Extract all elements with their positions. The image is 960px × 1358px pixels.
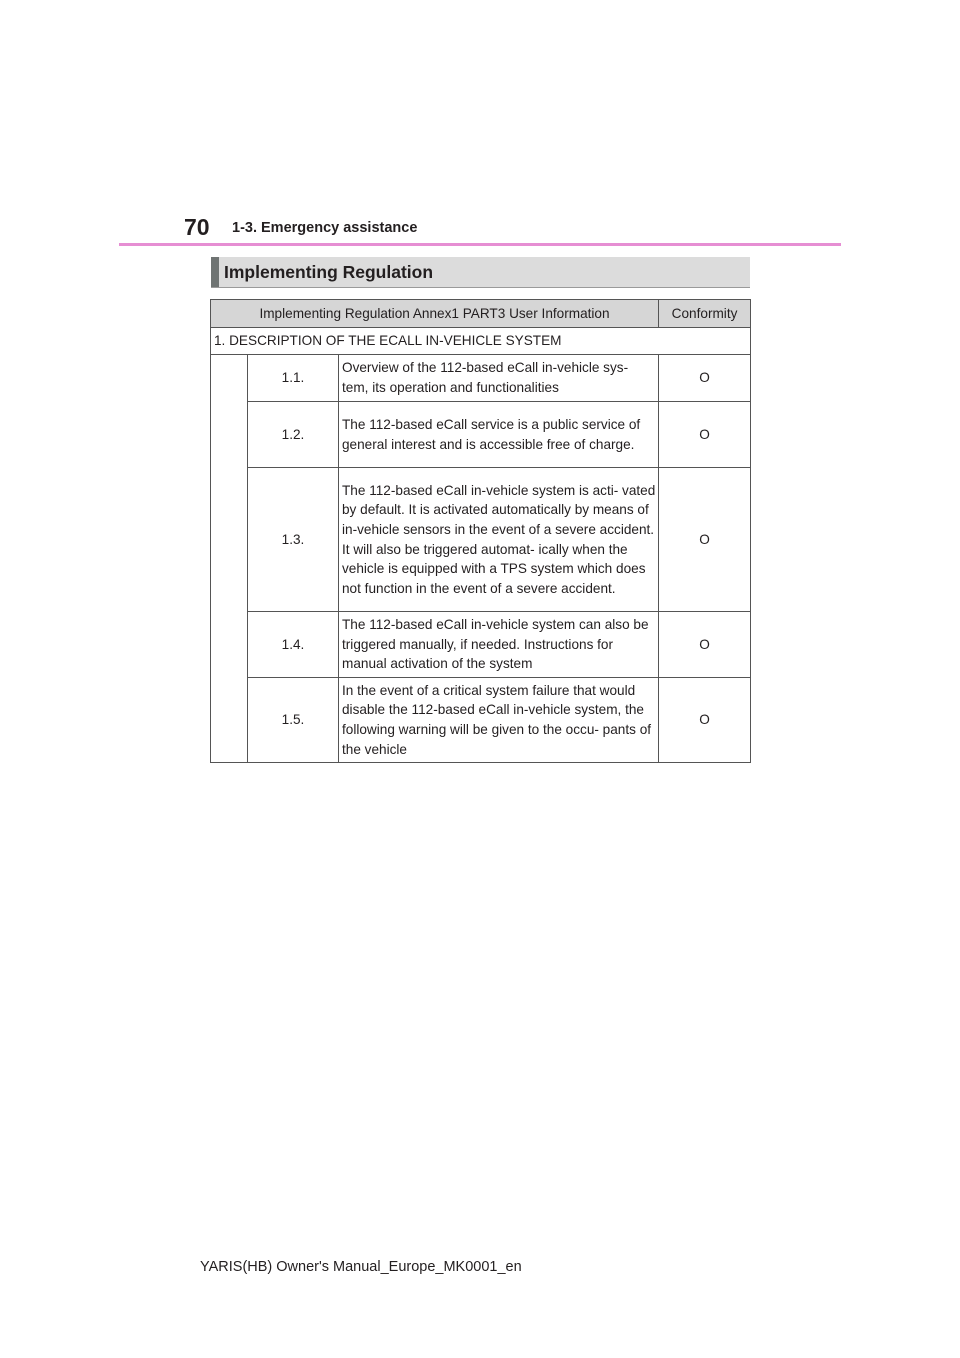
indent-cell [211, 355, 248, 763]
table-row [211, 612, 751, 678]
row-description: The 112-based eCall in-vehicle system can also be triggered manually, if needed. Instructions for manual activation of the system [339, 612, 659, 678]
table-row [211, 468, 751, 612]
section-heading: Implementing Regulation [224, 262, 434, 282]
row-conformity: O [659, 468, 751, 612]
col-header-user-information: Implementing Regulation Annex1 PART3 User Information [211, 300, 659, 328]
page-number: 70 [184, 214, 210, 240]
row-number: 1.4. [248, 612, 339, 678]
row-number: 1.2. [248, 402, 339, 468]
section-row-label: 1. DESCRIPTION OF THE ECALL IN-VEHICLE SYSTEM [211, 328, 751, 355]
row-description: In the event of a critical system failure that would disable the 112-based eCall in-vehicle system, the following warning will be given to the occu- pants of the vehicle [339, 678, 659, 763]
row-number: 1.1. [248, 355, 339, 402]
regulation-table [210, 299, 751, 763]
row-conformity: O [659, 402, 751, 468]
row-description: Overview of the 112-based eCall in-vehicle sys- tem, its operation and functionalities [339, 355, 659, 402]
row-number: 1.5. [248, 678, 339, 763]
table-header-row [211, 300, 751, 328]
table-section-row [211, 328, 751, 355]
row-description: The 112-based eCall service is a public service of general interest and is accessible free of charge. [339, 402, 659, 468]
row-conformity: O [659, 355, 751, 402]
table-row [211, 678, 751, 763]
footer-manual-id: YARIS(HB) Owner's Manual_Europe_MK0001_en [200, 1259, 522, 1275]
row-conformity: O [659, 612, 751, 678]
section-title: 1-3. Emergency assistance [232, 220, 418, 236]
row-conformity: O [659, 678, 751, 763]
row-description: The 112-based eCall in-vehicle system is acti- vated by default. It is activated automatically by means of in-vehicle sensors in the event of a severe accident. It will also be triggered automat- ically when the vehicle is equipped with a TPS system which does not function in the event of a severe accident. [339, 468, 659, 612]
table-row [211, 402, 751, 468]
heading-band [211, 257, 750, 288]
row-number: 1.3. [248, 468, 339, 612]
col-header-conformity: Conformity [659, 300, 751, 328]
table-row [211, 355, 751, 402]
heading-bar [211, 257, 219, 287]
header-rule [119, 243, 841, 246]
